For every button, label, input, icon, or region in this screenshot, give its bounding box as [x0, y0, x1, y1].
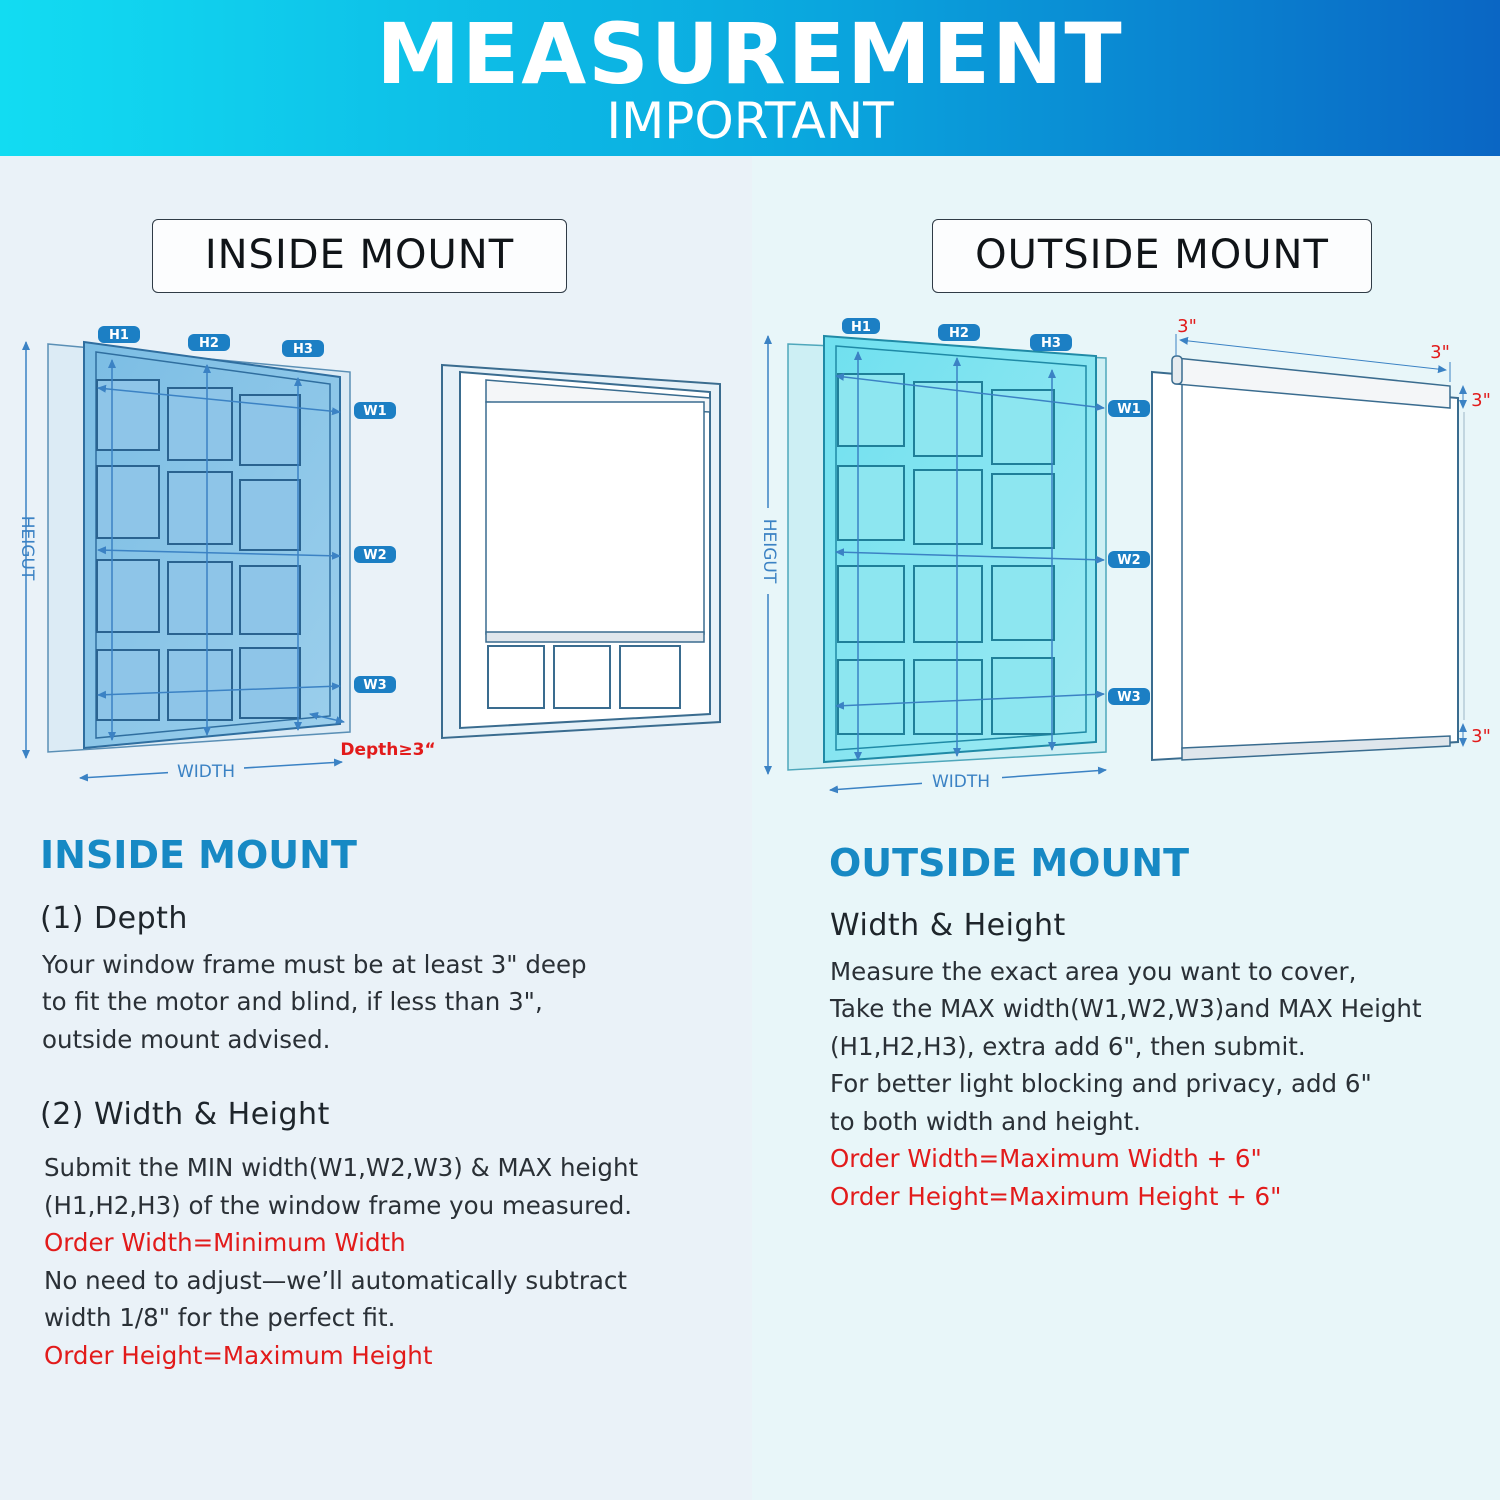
- inside-width-label: WIDTH: [176, 762, 236, 782]
- svg-text:H3: H3: [1041, 336, 1061, 351]
- outside-order-width: Order Width=Maximum Width + 6": [830, 1144, 1262, 1173]
- outside-line: to both width and height.: [830, 1107, 1141, 1136]
- inside-mount-label-box: INSIDE MOUNT: [152, 219, 567, 293]
- outside-order-height: Order Height=Maximum Height + 6": [830, 1182, 1282, 1211]
- inside-h1-tag: [98, 326, 140, 343]
- outside-window-diagram: [758, 318, 1150, 792]
- svg-text:W1: W1: [363, 404, 387, 419]
- svg-text:W3: W3: [1117, 690, 1141, 705]
- inside-wh-title: (2) Width & Height: [40, 1097, 330, 1132]
- outside-shade-illustration: [1152, 316, 1491, 760]
- svg-text:H1: H1: [109, 328, 129, 343]
- outside-line: Take the MAX width(W1,W2,W3)and MAX Height: [830, 994, 1422, 1023]
- inside-h2-tag: [188, 334, 230, 351]
- svg-text:W3: W3: [363, 678, 387, 693]
- inside-wh-line: Submit the MIN width(W1,W2,W3) & MAX height: [44, 1153, 639, 1182]
- page-title: MEASUREMENT: [376, 5, 1124, 103]
- svg-text:H1: H1: [851, 320, 871, 335]
- inside-shade-illustration: [442, 365, 720, 738]
- outside-w1-tag: [1108, 400, 1150, 417]
- svg-text:W1: W1: [1117, 402, 1141, 417]
- outside-height-label: HEIGUT: [759, 518, 779, 584]
- outside-h1-tag: [842, 318, 880, 335]
- svg-text:H3: H3: [293, 342, 313, 357]
- outside-h2-tag: [938, 324, 980, 341]
- inside-note-line: width 1/8" for the perfect fit.: [44, 1303, 396, 1332]
- svg-text:W2: W2: [363, 548, 387, 563]
- outside-mount-label-box: OUTSIDE MOUNT: [932, 219, 1372, 293]
- inside-depth-line: to fit the motor and blind, if less than 3",: [42, 987, 543, 1016]
- outside-wh-title: Width & Height: [830, 908, 1066, 943]
- inside-order-height: Order Height=Maximum Height: [44, 1341, 433, 1370]
- inside-height-label: HEIGUT: [17, 515, 37, 581]
- inside-depth-label: Depth≥3“: [340, 740, 436, 760]
- inside-section-title: INSIDE MOUNT: [40, 833, 357, 877]
- outside-line: Measure the exact area you want to cover,: [830, 957, 1357, 986]
- page-subtitle: IMPORTANT: [606, 92, 894, 150]
- inside-note-line: No need to adjust—we’ll automatically subtract: [44, 1266, 627, 1295]
- inside-w1-tag: [354, 402, 396, 419]
- outside-extra-label-top-left: 3": [1177, 316, 1197, 337]
- outside-extra-label-side-bottom: 3": [1471, 726, 1491, 747]
- svg-text:W2: W2: [1117, 553, 1141, 568]
- inside-h3-tag: [282, 340, 324, 357]
- inside-depth-line: Your window frame must be at least 3" deep: [42, 950, 587, 979]
- inside-w3-tag: [354, 676, 396, 693]
- outside-w3-tag: [1108, 688, 1150, 705]
- outside-line: (H1,H2,H3), extra add 6", then submit.: [830, 1032, 1306, 1061]
- outside-h3-tag: [1030, 334, 1072, 351]
- inside-wh-line: (H1,H2,H3) of the window frame you measured.: [44, 1191, 633, 1220]
- outside-width-label: WIDTH: [931, 772, 991, 792]
- outside-extra-label-side-top: 3": [1471, 390, 1491, 411]
- outside-extra-label-top-right: 3": [1430, 342, 1450, 363]
- inside-order-width: Order Width=Minimum Width: [44, 1228, 406, 1257]
- inside-depth-line: outside mount advised.: [42, 1025, 331, 1054]
- svg-text:H2: H2: [199, 336, 219, 351]
- outside-line: For better light blocking and privacy, add 6": [830, 1069, 1372, 1098]
- inside-w2-tag: [354, 546, 396, 563]
- inside-window-diagram: [17, 326, 436, 782]
- svg-text:H2: H2: [949, 326, 969, 341]
- outside-section-title: OUTSIDE MOUNT: [829, 841, 1190, 885]
- outside-w2-tag: [1108, 551, 1150, 568]
- inside-depth-title: (1) Depth: [40, 901, 188, 936]
